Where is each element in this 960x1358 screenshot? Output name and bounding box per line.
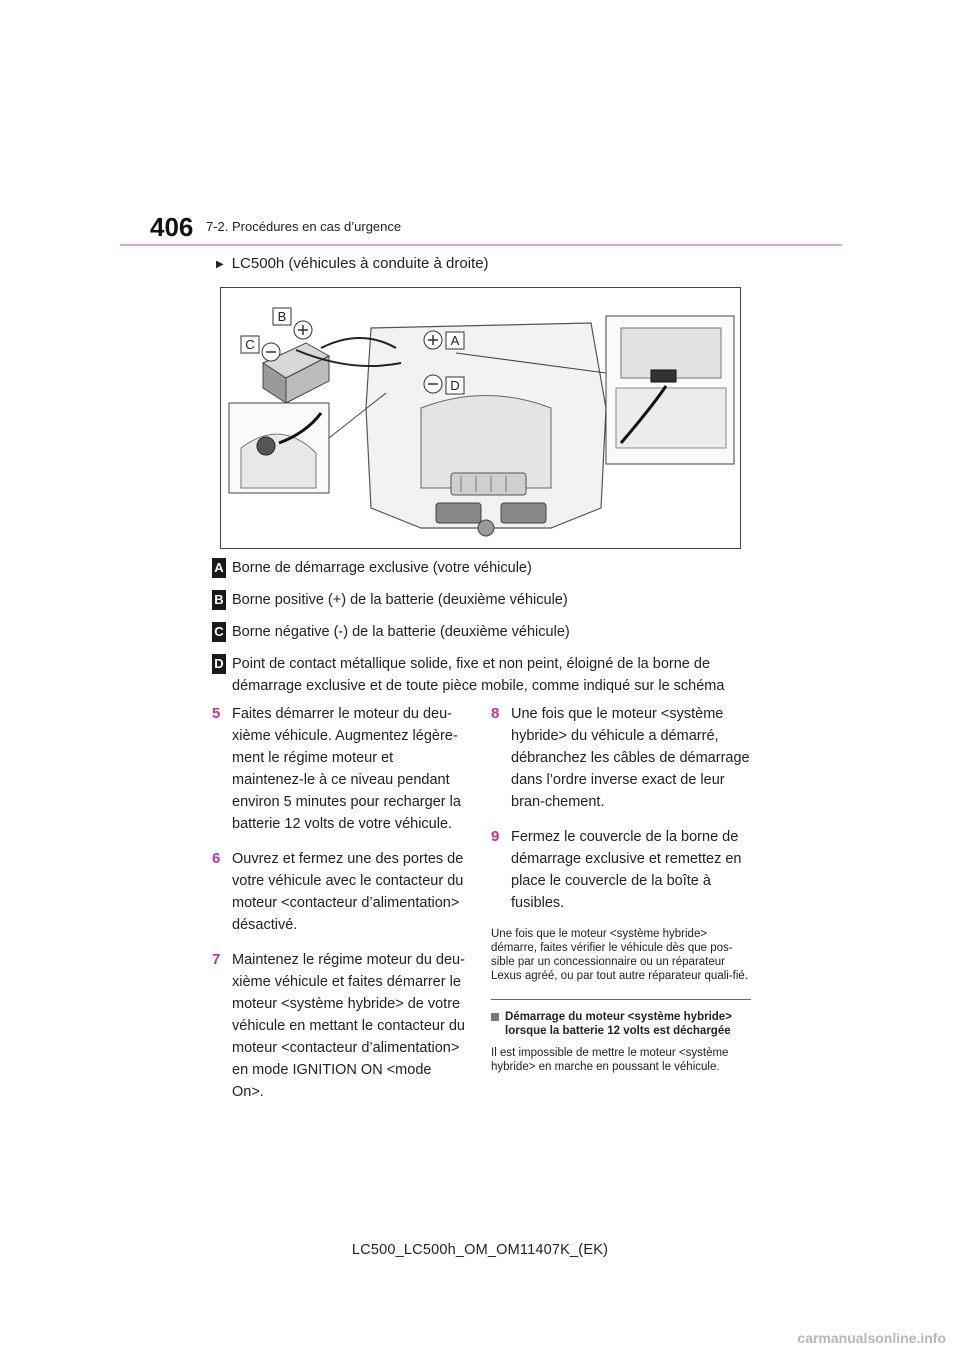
watermark: carmanualsonline.info bbox=[797, 1330, 946, 1346]
right-grille bbox=[501, 503, 546, 523]
step-item bbox=[491, 703, 751, 813]
legend-badge: B bbox=[212, 590, 226, 610]
legend-text: Point de contact métallique solide, fixe et non peint, éloigné de la borne de démarrage exclusive et de toute pièce mobile, comme indiqué sur le schéma bbox=[232, 656, 725, 694]
label-b: B bbox=[277, 309, 287, 324]
left-grille bbox=[436, 503, 481, 523]
terminal-cover bbox=[257, 437, 275, 455]
legend-badge: A bbox=[212, 558, 226, 578]
step-item bbox=[491, 826, 751, 914]
page-number: 406 bbox=[150, 212, 194, 242]
fuse-box-cover bbox=[651, 370, 676, 382]
step-text: Une fois que le moteur <système hybride> du véhicule a démarré, débranchez les câbles de démarrage dans l’ordre inverse exact de leur bran-chement. bbox=[511, 706, 750, 810]
step-number: 7 bbox=[212, 951, 221, 968]
square-bullet-icon bbox=[491, 1013, 499, 1021]
left-column bbox=[212, 703, 467, 1116]
label-c: C bbox=[245, 337, 255, 352]
engine-bay-illustration bbox=[220, 287, 741, 549]
subsection-heading bbox=[216, 255, 489, 272]
info-heading bbox=[491, 1010, 751, 1038]
step-item bbox=[212, 949, 467, 1103]
step-text: Fermez le couvercle de la borne de démarrage exclusive et remettez en place le couvercle de la boîte à fusibles. bbox=[511, 829, 742, 911]
step-number: 5 bbox=[212, 705, 221, 722]
info-heading-text: Démarrage du moteur <système hybride> lorsque la batterie 12 volts est déchargée bbox=[505, 1011, 732, 1037]
after-start-note: Une fois que le moteur <système hybride> démarre, faites vérifier le véhicule dès que pos-sible par un concessionnaire ou un réparateur Lexus agréé, ou par tout autre réparateur quali-fié. bbox=[491, 928, 748, 982]
triangle-bullet-icon: ▶ bbox=[216, 259, 224, 270]
front-emblem bbox=[478, 520, 494, 536]
right-column bbox=[491, 703, 751, 1074]
legend-text: Borne de démarrage exclusive (votre véhicule) bbox=[232, 560, 532, 576]
step-number: 6 bbox=[212, 850, 221, 867]
step-text: Ouvrez et fermez une des portes de votre véhicule avec le contacteur du moteur <contacteur d’alimentation> désactivé. bbox=[232, 851, 464, 933]
step-number: 8 bbox=[491, 705, 500, 722]
step-item bbox=[212, 848, 467, 936]
header-divider bbox=[120, 244, 842, 246]
step-text: Faites démarrer le moteur du deu-xième véhicule. Augmentez légère-ment le régime moteur et maintenez-le à ce niveau pendant environ 5 minutes pour recharger la batterie 12 volts de votre véhicule. bbox=[232, 706, 461, 832]
step-text: Maintenez le régime moteur du deu-xième véhicule et faites démarrer le moteur <système hybride> de votre véhicule en mettant le contacteur du moteur <contacteur d’alimentation> en mode IGNITION ON <mode On>. bbox=[232, 952, 465, 1100]
legend-text: Borne positive (+) de la batterie (deuxième véhicule) bbox=[232, 592, 568, 608]
document-footer: LC500_LC500h_OM_OM11407K_(EK) bbox=[351, 1242, 609, 1258]
legend-text: Borne négative (-) de la batterie (deuxième véhicule) bbox=[232, 624, 570, 640]
subsection-title: LC500h (véhicules à conduite à droite) bbox=[231, 255, 489, 272]
label-d: D bbox=[450, 378, 460, 393]
legend-badge: C bbox=[212, 622, 226, 642]
section-title: 7-2. Procédures en cas d’urgence bbox=[206, 219, 402, 234]
step-item bbox=[212, 703, 467, 835]
front-grille-detail bbox=[451, 473, 526, 495]
engine-bay-drawing bbox=[221, 288, 740, 548]
step-number: 9 bbox=[491, 828, 500, 845]
label-a: A bbox=[450, 333, 460, 348]
legend-badge: D bbox=[212, 654, 226, 674]
info-body: Il est impossible de mettre le moteur <système hybride> en marche en poussant le véhicule. bbox=[491, 1047, 729, 1073]
note-divider bbox=[491, 999, 751, 1000]
